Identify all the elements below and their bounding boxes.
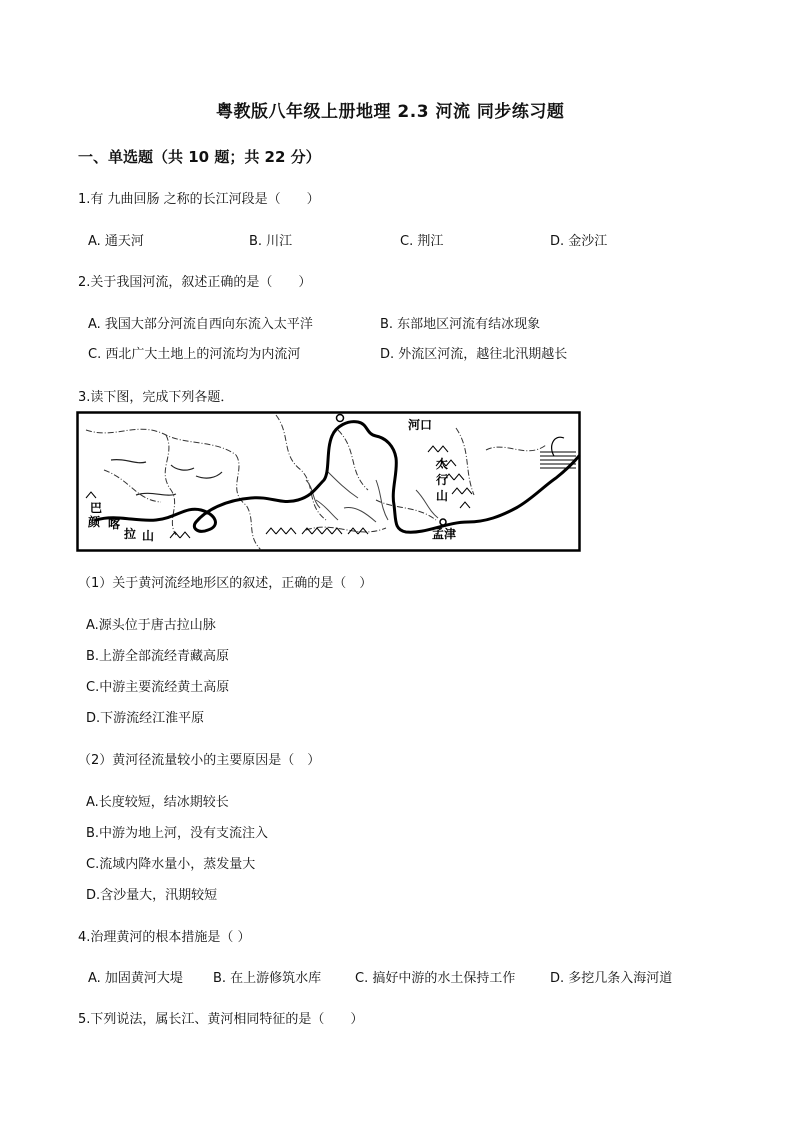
question-2-stem: 2.关于我国河流，叙述正确的是（ ） (78, 275, 312, 290)
question-3-stem: 3.读下图，完成下列各题． (78, 390, 234, 405)
label-taihang-3: 山 (436, 489, 449, 503)
question-4-option-b[interactable]: B. 在上游修筑水库 (213, 971, 322, 986)
question-3-sub1-option-b[interactable]: B.上游全部流经青藏高原 (86, 649, 230, 664)
question-1-stem: 1.有 九曲回肠 之称的长江河段是（ ） (78, 192, 320, 207)
bohai-coast (552, 437, 564, 456)
taihang-mountain-symbols (428, 446, 472, 508)
question-3-sub1-stem: （1）关于黄河流经地形区的叙述，正确的是（ ） (78, 576, 373, 591)
question-2-option-b[interactable]: B. 东部地区河流有结冰现象 (380, 317, 541, 332)
question-3-sub2-option-c[interactable]: C.流域内降水量小，蒸发量大 (86, 857, 256, 872)
label-taihang-1: 太 (436, 457, 449, 471)
question-3-sub2-stem: （2）黄河径流量较小的主要原因是（ ） (78, 753, 321, 768)
yellow-river-map (76, 410, 582, 554)
label-bayan-2: 颜 (88, 515, 101, 529)
question-1-option-a[interactable]: A. 通天河 (88, 234, 144, 249)
question-3-sub2-option-d[interactable]: D.含沙量大，汛期较短 (86, 888, 218, 903)
hekou-marker (337, 415, 344, 422)
question-3-sub1-option-c[interactable]: C.中游主要流经黄土高原 (86, 680, 230, 695)
question-3-sub2-option-a[interactable]: A.长度较短，结冰期较长 (86, 795, 229, 810)
question-1-option-b[interactable]: B. 川江 (249, 234, 293, 249)
question-5-stem: 5.下列说法，属长江、黄河相同特征的是（ ） (78, 1012, 364, 1027)
yellow-river-course (96, 422, 579, 533)
question-4-option-a[interactable]: A. 加固黄河大堤 (88, 971, 183, 986)
label-bayan-3: 喀 (108, 517, 121, 531)
question-3-sub1-option-d[interactable]: D.下游流经江淮平原 (86, 711, 205, 726)
question-3-sub2-option-b[interactable]: B.中游为地上河，没有支流注入 (86, 826, 269, 841)
question-1-option-d[interactable]: D. 金沙江 (550, 234, 608, 249)
question-3-sub1-option-a[interactable]: A.源头位于唐古拉山脉 (86, 618, 216, 633)
page-title: 粤教版八年级上册地理 2.3 河流 同步练习题 (216, 102, 565, 122)
question-2-option-d[interactable]: D. 外流区河流，越往北汛期越长 (380, 347, 568, 362)
label-bayan-5: 山 (142, 529, 155, 543)
section-heading: 一、单选题（共 10 题；共 22 分） (78, 148, 321, 166)
label-bayan-4: 拉 (124, 527, 137, 541)
question-2-option-c[interactable]: C. 西北广大土地上的河流均为内流河 (88, 347, 301, 362)
question-1-option-c[interactable]: C. 荆江 (400, 234, 444, 249)
question-2-option-a[interactable]: A. 我国大部分河流自西向东流入太平洋 (88, 317, 313, 332)
question-4-stem: 4.治理黄河的根本措施是（ ） (78, 930, 251, 945)
question-4-option-d[interactable]: D. 多挖几条入海河道 (550, 971, 673, 986)
label-bayan-1: 巴 (90, 501, 103, 515)
mengjin-marker (440, 519, 446, 525)
question-4-option-c[interactable]: C. 搞好中游的水土保持工作 (355, 971, 516, 986)
label-taihang-2: 行 (436, 473, 449, 487)
yellow-river-map-svg (76, 410, 582, 554)
label-mengjin: 孟津 (432, 527, 457, 541)
label-hekou: 河口 (408, 418, 433, 432)
